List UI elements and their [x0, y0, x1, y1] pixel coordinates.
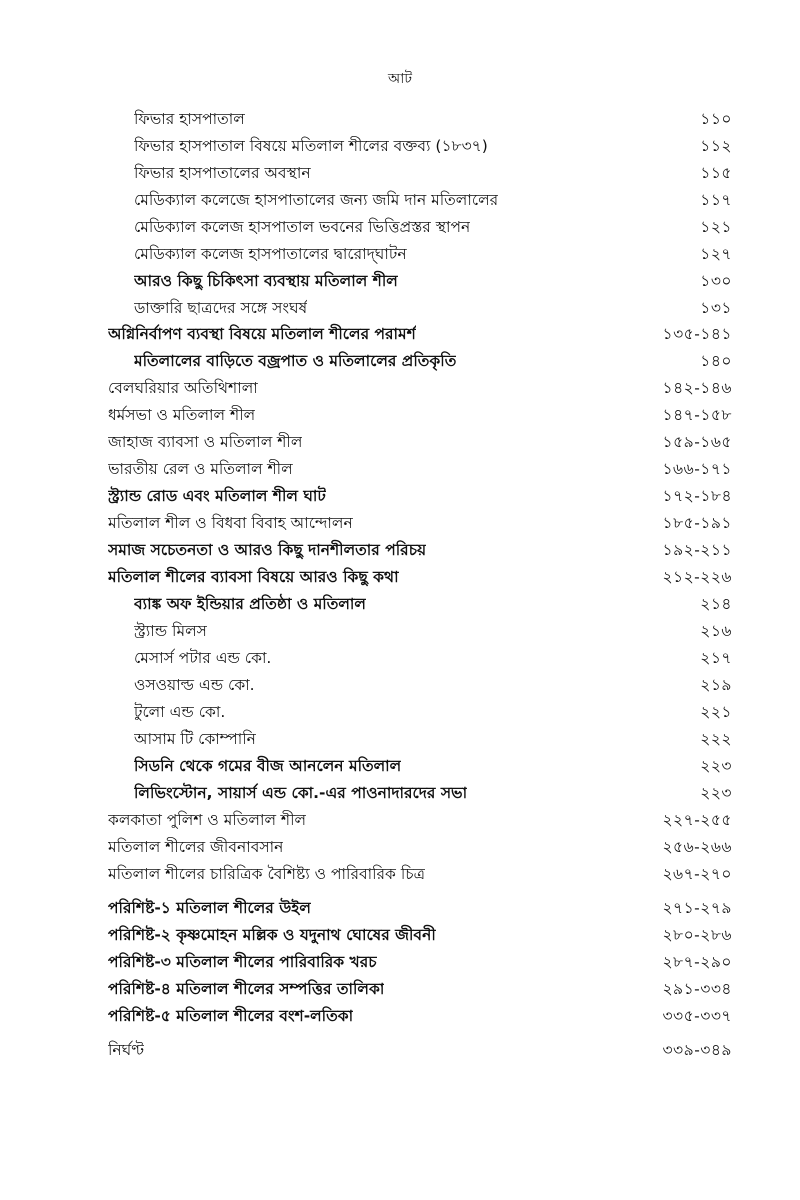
- toc-entry-pages: ২১৭: [700, 649, 732, 667]
- toc-entry-pages: ২৮৭-২৯০: [662, 953, 732, 971]
- toc-entry-pages: ৩৩৯-৩৪৯: [662, 1041, 732, 1059]
- toc-entry-title: পরিশিষ্ট-২ কৃষ্ণমোহন মল্লিক ও যদুনাথ ঘোষের জীবনী: [108, 926, 436, 944]
- toc-entry-pages: ২৮০-২৮৬: [662, 926, 732, 944]
- toc-entry-title: মতিলাল শীলের চারিত্রিক বৈশিষ্ট্য ও পারিবারিক চিত্র: [108, 865, 426, 883]
- toc-entry: [134, 753, 732, 779]
- toc-entry: [108, 510, 732, 536]
- toc-entry-title: মেডিক্যাল কলেজ হাসপাতালের দ্বারোদ্‌ঘাটন: [134, 245, 407, 263]
- toc-entry-title: পরিশিষ্ট-৫ মতিলাল শীলের বংশ-লতিকা: [108, 1007, 354, 1025]
- toc-entry-title: অগ্নিনির্বাপণ ব্যবস্থা বিষয়ে মতিলাল শীলের পরামর্শ: [108, 325, 416, 343]
- toc-entry-pages: ২৬৭-২৭০: [662, 865, 732, 883]
- toc-entry: [134, 591, 732, 617]
- toc-entry-title: জাহাজ ব্যাবসা ও মতিলাল শীল: [108, 433, 303, 451]
- toc-entry-pages: ১২৭: [700, 245, 732, 263]
- toc-entry: [108, 922, 732, 948]
- toc-entry-title: মতিলাল শীল ও বিধবা বিবাহ আন্দোলন: [108, 514, 353, 532]
- toc-entry-pages: ১৪৭-১৫৮: [662, 406, 732, 424]
- toc-entry-pages: ১২১: [700, 218, 732, 236]
- toc-entry-title: পরিশিষ্ট-৩ মতিলাল শীলের পারিবারিক খরচ: [108, 953, 377, 971]
- toc-entry-title: মেডিক্যাল কলেজ হাসপাতাল ভবনের ভিত্তিপ্রস্তর স্থাপন: [134, 218, 471, 236]
- toc-entry-pages: ১৯২-২১১: [662, 541, 732, 559]
- toc-entry-pages: ২৫৬-২৬৬: [662, 838, 732, 856]
- toc-entry-pages: ১১০: [700, 110, 732, 128]
- toc-entry-title: স্ট্র্যান্ড মিলস: [134, 622, 207, 640]
- toc-entry: [134, 187, 732, 213]
- toc-entry: [134, 214, 732, 240]
- toc-entry: [108, 861, 732, 887]
- toc-entry-pages: ২২৭-২৫৫: [662, 811, 732, 829]
- toc-entry-title: মতিলালের বাড়িতে বজ্রপাত ও মতিলালের প্রতিকৃতি: [134, 352, 457, 370]
- toc-entry: [108, 834, 732, 860]
- toc-entry: [108, 402, 732, 428]
- toc-entry: [134, 348, 732, 374]
- toc-entry-pages: ১৩৫-১৪১: [662, 325, 732, 343]
- toc-entry-pages: ১৪০: [700, 352, 732, 370]
- page-number-header: আট: [388, 71, 412, 87]
- toc-entry-pages: ১৬৬-১৭১: [662, 460, 732, 478]
- toc-entry-title: কলকাতা পুলিশ ও মতিলাল শীল: [108, 811, 307, 829]
- toc-entry: [134, 618, 732, 644]
- toc-entry: [134, 241, 732, 267]
- toc-entry: [134, 672, 732, 698]
- toc-entry-pages: ২১৬: [700, 622, 732, 640]
- toc-entry-pages: ২২৩: [700, 784, 732, 802]
- toc-entry-pages: ১৩১: [700, 299, 732, 317]
- toc-entry: [134, 106, 732, 132]
- toc-entry-title: ব্যাঙ্ক অফ ইন্ডিয়ার প্রতিষ্ঠা ও মতিলাল: [134, 595, 366, 613]
- toc-entry: [108, 375, 732, 401]
- toc-entry: [134, 645, 732, 671]
- toc-entry-pages: ১১৫: [700, 164, 732, 182]
- toc-entry: [108, 1003, 732, 1029]
- toc-entry: [108, 807, 732, 833]
- toc-entry: [108, 321, 732, 347]
- toc-entry: [134, 268, 732, 294]
- toc-entry-pages: ২১২-২২৬: [662, 568, 732, 586]
- toc-entry-title: ডাক্তারি ছাত্রদের সঙ্গে সংঘর্ষ: [134, 299, 308, 317]
- toc-entry-pages: ১৩০: [700, 272, 732, 290]
- toc-entry-title: মতিলাল শীলের ব্যাবসা বিষয়ে আরও কিছু কথা: [108, 568, 399, 586]
- toc-entry: [108, 1037, 732, 1063]
- toc-entry: [134, 699, 732, 725]
- toc-entry-pages: ১১৭: [700, 191, 732, 209]
- toc-entry-pages: ১১২: [700, 137, 732, 155]
- toc-entry: [108, 429, 732, 455]
- toc-entry-title: স্ট্র্যান্ড রোড এবং মতিলাল শীল ঘাট: [108, 487, 326, 505]
- toc-entry-title: ফিভার হাসপাতালের অবস্থান: [134, 164, 311, 182]
- toc-entry-title: পরিশিষ্ট-৪ মতিলাল শীলের সম্পত্তির তালিকা: [108, 980, 385, 998]
- toc-entry-pages: ২১৪: [700, 595, 732, 613]
- toc-entry-title: ধর্মসভা ও মতিলাল শীল: [108, 406, 256, 424]
- toc-entry-title: সিডনি থেকে গমের বীজ আনলেন মতিলাল: [134, 757, 402, 775]
- toc-entry-title: ভারতীয় রেল ও মতিলাল শীল: [108, 460, 293, 478]
- toc-entry: [108, 537, 732, 563]
- toc-entry: [108, 456, 732, 482]
- toc-entry-pages: ২২২: [700, 730, 732, 748]
- toc-entry-title: মতিলাল শীলের জীবনাবসান: [108, 838, 284, 856]
- toc-entry-pages: ২২১: [700, 703, 732, 721]
- toc-entry-pages: ২১৯: [700, 676, 732, 694]
- toc-entry-title: মেডিক্যাল কলেজে হাসপাতালের জন্য জমি দান মতিলালের: [134, 191, 499, 209]
- toc-entry-pages: ২৯১-৩৩৪: [662, 980, 732, 998]
- toc-entry-pages: ২৭১-২৭৯: [662, 899, 732, 917]
- toc-entry-title: ফিভার হাসপাতাল বিষয়ে মতিলাল শীলের বক্তব্য (১৮৩৭): [134, 137, 488, 155]
- toc-entry: [108, 895, 732, 921]
- toc-entry: [108, 483, 732, 509]
- toc-entry-title: টুলো এন্ড কো.: [134, 703, 226, 721]
- toc-entry-title: ওসওয়াল্ড এন্ড কো.: [134, 676, 255, 694]
- toc-entry-title: নির্ঘণ্ট: [108, 1041, 145, 1059]
- toc-entry-title: বেলঘরিয়ার অতিথিশালা: [108, 379, 258, 397]
- toc-entry-title: পরিশিষ্ট-১ মতিলাল শীলের উইল: [108, 899, 311, 917]
- toc-entry-title: সমাজ সচেতনতা ও আরও কিছু দানশীলতার পরিচয়: [108, 541, 427, 559]
- toc-entry: [108, 949, 732, 975]
- toc-entry-pages: ১৭২-১৮৪: [662, 487, 732, 505]
- toc-entry: [134, 780, 732, 806]
- toc-entry-title: ফিভার হাসপাতাল: [134, 110, 245, 128]
- toc-entry-pages: ২২৩: [700, 757, 732, 775]
- toc-entry-pages: ১৮৫-১৯১: [662, 514, 732, 532]
- toc-entry-title: লিভিংস্টোন, সায়ার্স এন্ড কো.-এর পাওনাদারদের সভা: [134, 784, 468, 802]
- toc-entry: [134, 133, 732, 159]
- toc-entry-title: আরও কিছু চিকিৎসা ব্যবস্থায় মতিলাল শীল: [134, 272, 398, 290]
- toc-entry: [108, 564, 732, 590]
- toc-entry: [134, 726, 732, 752]
- toc-entry-title: আসাম টি কোম্পানি: [134, 730, 256, 748]
- toc-entry: [134, 160, 732, 186]
- toc-entry: [134, 295, 732, 321]
- toc-entry-pages: ১৫৯-১৬৫: [662, 433, 732, 451]
- toc-entry-pages: ১৪২-১৪৬: [662, 379, 732, 397]
- toc-entry-pages: ৩৩৫-৩৩৭: [662, 1007, 732, 1025]
- toc-entry-title: মেসার্স পটার এন্ড কো.: [134, 649, 272, 667]
- toc-entry: [108, 976, 732, 1002]
